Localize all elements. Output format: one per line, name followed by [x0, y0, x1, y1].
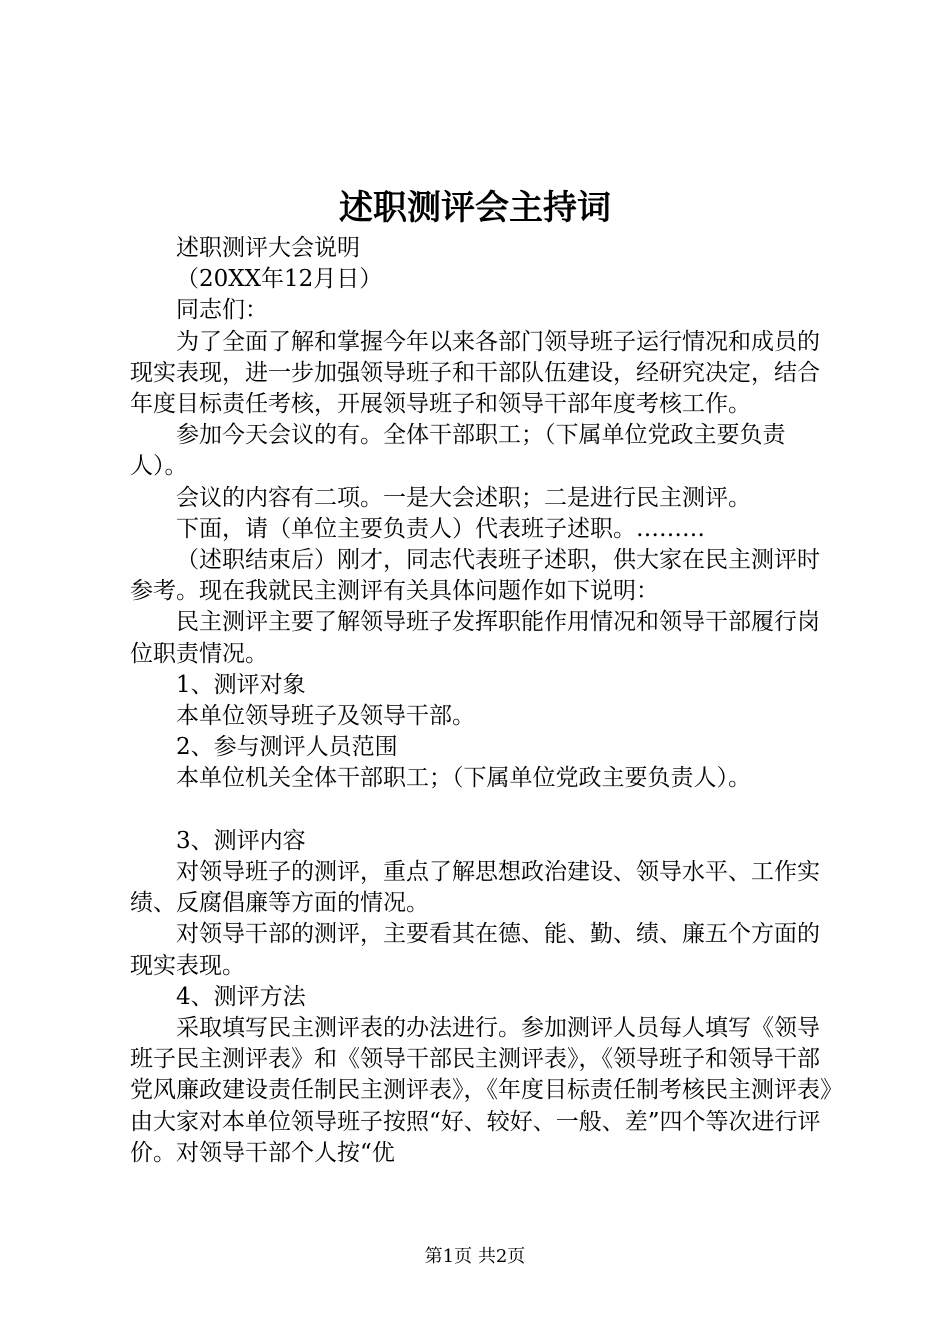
page-number-footer: 第1页 共2页 [424, 1246, 526, 1267]
paragraph: 参加今天会议的有。全体干部职工；（下属单位党政主要负责人）。 [130, 422, 786, 480]
document-title: 述职测评会主持词 [339, 188, 611, 228]
document-body [130, 233, 840, 1169]
paragraph: 会议的内容有二项。一是大会述职；二是进行民主测评。 [176, 484, 751, 511]
section-heading: 1、测评对象 [176, 671, 306, 698]
paragraph: 民主测评主要了解领导班子发挥职能作用情况和领导干部履行岗位职责情况。 [130, 609, 820, 667]
paragraph: 对领导干部的测评，主要看其在德、能、勤、绩、廉五个方面的现实表现。 [130, 921, 820, 979]
paragraph: 本单位领导班子及领导干部。 [176, 703, 475, 730]
paragraph: 采取填写民主测评表的办法进行。参加测评人员每人填写《领导班子民主测评表》和《领导干部民主测评表》，《领导班子和领导干部党风廉政建设责任制民主测评表》，《年度目标责任制考核民主测评表》由大家对本单位领导班子按照“好、较好、一般、差”四个等次进行评价。对领导干部个人按“优 [130, 1015, 832, 1166]
paragraph: （述职结束后）刚才，同志代表班子述职，供大家在民主测评时参考。现在我就民主测评有关具体问题作如下说明： [130, 547, 820, 605]
section-heading: 3、测评内容 [176, 827, 306, 854]
paragraph: 对领导班子的测评，重点了解思想政治建设、领导水平、工作实绩、反腐倡廉等方面的情况。 [130, 859, 820, 917]
section-heading: 4、测评方法 [176, 983, 306, 1010]
blank-line [130, 795, 840, 826]
paragraph-subtitle: 述职测评大会说明 [176, 235, 360, 261]
paragraph-greeting: 同志们： [176, 297, 268, 324]
paragraph: 为了全面了解和掌握今年以来各部门领导班子运行情况和成员的现实表现，进一步加强领导班子和干部队伍建设，经研究决定，结合年度目标责任考核，开展领导班子和领导干部年度考核工作。 [130, 328, 820, 418]
paragraph-date: （20XX年12月日） [176, 266, 383, 293]
paragraph: 下面，请（单位主要负责人）代表班子述职。……… [176, 515, 705, 542]
section-heading: 2、参与测评人员范围 [176, 734, 398, 761]
paragraph: 本单位机关全体干部职工；（下属单位党政主要负责人）。 [176, 765, 751, 792]
